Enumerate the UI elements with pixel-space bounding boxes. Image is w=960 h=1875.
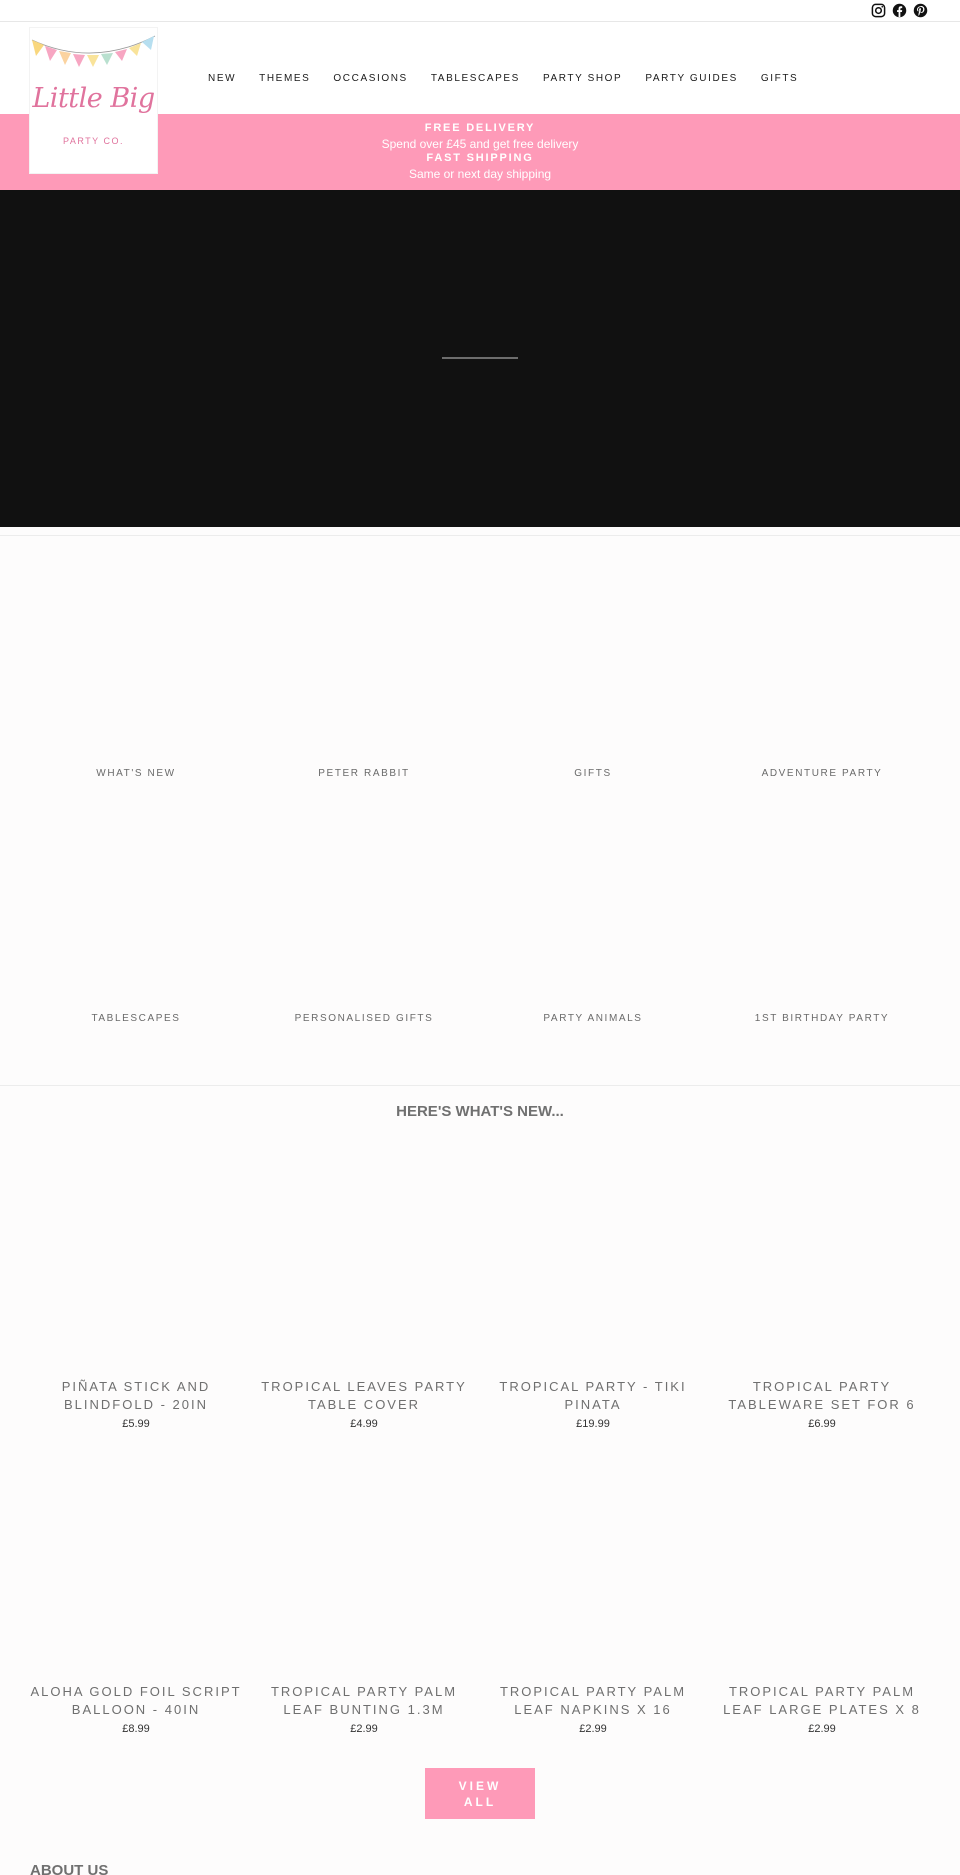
view-all-label-2: ALL (463, 1795, 497, 1809)
view-all-button[interactable] (425, 1768, 535, 1819)
product-price: £19.99 (576, 1418, 610, 1430)
collection-party-animals[interactable]: PARTY ANIMALS (543, 1013, 643, 1024)
about-us-heading: ABOUT US (30, 1862, 109, 1875)
product-name: ALOHA GOLD FOIL SCRIPT BALLOON - 40IN (30, 1684, 242, 1717)
nav-tablescapes[interactable]: TABLESCAPES (430, 73, 520, 84)
announcement-heading-delivery: FREE DELIVERY (424, 122, 536, 134)
collection-gifts[interactable]: GIFTS (574, 768, 612, 779)
product-card[interactable] (29, 1378, 243, 1430)
nav-new[interactable]: NEW (208, 73, 237, 84)
product-price: £4.99 (350, 1418, 378, 1430)
announcement-text-shipping: Same or next day shipping (408, 167, 552, 181)
product-price: £2.99 (350, 1723, 378, 1735)
product-name: PIÑATA STICK AND BLINDFOLD - 20IN (61, 1379, 211, 1412)
section-title-whats-new: HERE'S WHAT'S NEW... (396, 1103, 564, 1120)
announcement-heading-shipping: FAST SHIPPING (426, 152, 534, 164)
announcement-text-delivery: Spend over £45 and get free delivery (381, 137, 579, 151)
product-card[interactable] (29, 1683, 243, 1735)
section-divider (0, 1085, 960, 1086)
nav-party-shop[interactable]: PARTY SHOP (542, 73, 623, 84)
social-bar (0, 0, 960, 22)
product-card[interactable] (715, 1683, 929, 1735)
section-divider (0, 535, 960, 536)
facebook-icon[interactable] (892, 3, 907, 18)
collection-peter-rabbit[interactable]: PETER RABBIT (318, 768, 410, 779)
product-price: £5.99 (122, 1418, 150, 1430)
logo-subtitle: PARTY CO. (62, 136, 124, 146)
product-name: TROPICAL LEAVES PARTY TABLE COVER (261, 1379, 467, 1412)
social-links (871, 3, 928, 18)
bunting-icon (30, 28, 157, 78)
collection-whats-new[interactable]: WHAT'S NEW (96, 768, 176, 779)
nav-gifts[interactable]: GIFTS (760, 73, 799, 84)
product-card[interactable] (486, 1683, 700, 1735)
product-name: TROPICAL PARTY PALM LEAF LARGE PLATES X 8 (723, 1684, 921, 1717)
product-card[interactable] (257, 1378, 471, 1430)
nav-themes[interactable]: THEMES (259, 73, 311, 84)
site-logo[interactable] (30, 28, 157, 173)
collection-tablescapes[interactable]: TABLESCAPES (91, 1013, 181, 1024)
nav-occasions[interactable]: OCCASIONS (333, 73, 408, 84)
collection-1st-birthday-party[interactable]: 1ST BIRTHDAY PARTY (754, 1013, 890, 1024)
product-price: £6.99 (808, 1418, 836, 1430)
product-card[interactable] (715, 1378, 929, 1430)
main-nav (208, 73, 821, 84)
nav-party-guides[interactable]: PARTY GUIDES (645, 73, 738, 84)
product-price: £8.99 (122, 1723, 150, 1735)
product-card[interactable] (257, 1683, 471, 1735)
hero-loading-bar (442, 357, 518, 359)
collection-personalised-gifts[interactable]: PERSONALISED GIFTS (294, 1013, 434, 1024)
product-name: TROPICAL PARTY - TIKI PINATA (499, 1379, 687, 1412)
view-all-label-1: VIEW (458, 1779, 502, 1793)
instagram-icon[interactable] (871, 3, 886, 18)
product-name: TROPICAL PARTY PALM LEAF BUNTING 1.3M (270, 1684, 458, 1717)
logo-script-text: Little Big (32, 83, 155, 114)
product-price: £2.99 (808, 1723, 836, 1735)
product-card[interactable] (486, 1378, 700, 1430)
hero-slideshow[interactable] (0, 190, 960, 527)
product-price: £2.99 (579, 1723, 607, 1735)
product-name: TROPICAL PARTY TABLEWARE SET FOR 6 (728, 1379, 916, 1412)
pinterest-icon[interactable] (913, 3, 928, 18)
product-name: TROPICAL PARTY PALM LEAF NAPKINS X 16 (499, 1684, 687, 1717)
collection-adventure-party[interactable]: ADVENTURE PARTY (761, 768, 883, 779)
